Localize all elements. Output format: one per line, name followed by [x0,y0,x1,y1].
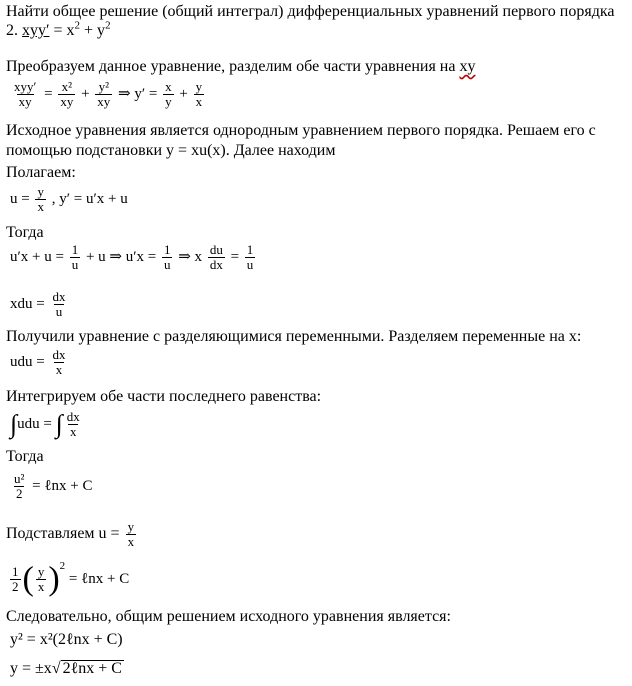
task-eq-lhs: xyy′ [22,22,50,39]
eq1-equals: = [44,85,53,102]
eq7-rhs: = ℓnx + C [68,570,130,587]
eq2-frac-3: $\frac{du}{dx}$ [209,242,223,272]
eq3-frac: $\frac{dx}{u}$ [52,289,66,319]
integral-sign-1: ∫ [10,409,18,439]
eq5-frac: $\frac{dx}{x}$ [66,409,80,439]
eq2-frac-1: $\frac{1}{u}$ [71,242,79,272]
transform-text [6,58,475,76]
integrate-text [6,388,321,406]
eq2-frac-4: $\frac{1}{u}$ [246,242,254,272]
eq7-frac-1: $\frac{1}{2}$ [12,564,19,594]
eq1-implies: ⇒ y′ = [118,85,158,102]
togda-text-2: Тогда [6,448,44,465]
problem-title-text: Найти общее решение (общий интеграл) дифференциальных уравнений первого порядка [6,3,615,20]
equation-9 [10,660,124,677]
eq6-frac: $\frac{\text{u²}}{2}$ [14,471,25,501]
equation-5 [10,410,84,439]
polagaem-text: Полагаем: [6,164,76,181]
eq9-radicand: 2ℓnx + C [62,660,122,677]
eq1-frac-2: $\frac{\text{x²}}{xy}$ [60,79,74,109]
problem-title [6,3,614,21]
task-exp-2: 2 [105,19,111,32]
homogeneous-sentence-1: Исходное уравнения является однородным уравнением первого порядка. Решаем его с [6,122,596,139]
eq-u-lhs: u = [10,190,30,207]
eq7-exp: 2 [59,559,66,572]
conclusion-text [6,608,451,626]
task-number: 2. [6,22,18,39]
eq2-part-c: ⇒ x [178,248,203,265]
separated-text [6,328,581,346]
integrate-sentence: Интегрируем обе части последнего равенства: [6,388,322,405]
eq2-part-b: + u ⇒ u′x = [85,248,157,265]
transform-sentence: Преобразуем данное уравнение, разделим обе части уравнения на [6,58,456,75]
homogeneous-sentence-2: помощью подстановки y = xu(x). Далее находим [6,142,336,159]
sqrt-sign: √ [51,660,61,677]
eq1-frac-4: $\frac{x}{y}$ [165,79,172,109]
equation-2 [10,243,257,272]
homogeneous-text-2 [6,142,335,160]
substitute-frac: $\frac{y}{x}$ [127,519,135,549]
eq6-rhs: = ℓnx + C [32,477,93,494]
eq1-frac-3: $\frac{\text{y²}}{xy}$ [97,79,111,109]
equation-8 [10,632,123,648]
eq1-frac-1: $\frac{\text{xyy′}}{xy}$ [14,79,37,109]
togda-label-1 [6,224,44,242]
conclusion-sentence: Следовательно, общим решением исходного уравнения является: [6,608,451,625]
equation-7 [8,559,130,598]
task-exp: 2 [74,19,81,32]
separated-sentence: Получили уравнение с разделяющимися переменными. Разделяем переменные на x: [6,328,582,345]
eq2-part-a: u′x + u = [10,248,64,265]
eq5-mid: udu = [17,415,52,432]
eq7-lparen: ( [22,560,34,598]
task-statement [6,19,111,40]
substitute-sentence: Подставляем u = [6,525,120,543]
eq7-frac-2: $\frac{y}{x}$ [37,564,45,594]
eq4-lhs: udu = [10,353,45,370]
equation-3 [10,290,69,319]
eq2-part-d: = [230,248,240,265]
polagaem-label [6,164,76,182]
eq8-text: y² = x²(2ℓnx + C) [10,631,123,648]
transform-xy: xy [459,58,476,75]
eq-u-rest: , y′ = u′x + u [51,190,128,207]
substitute-text [6,520,138,549]
equation-u [10,185,128,214]
eq2-frac-2: $\frac{1}{u}$ [163,242,171,272]
equation-1 [10,80,206,109]
task-eq-rhs: = x [53,22,75,39]
eq-u-frac: $\frac{y}{x}$ [37,184,44,214]
eq4-frac: $\frac{dx}{x}$ [52,347,66,377]
equation-6 [10,472,93,501]
homogeneous-text-1 [6,122,596,140]
togda-text-1: Тогда [6,224,44,241]
eq3-lhs: xdu = [10,295,45,312]
integral-sign-2: ∫ [55,409,63,439]
eq7-rparen: ) [48,560,60,598]
task-plus: + y [80,22,106,39]
eq9-lhs: y = ±x [10,660,52,677]
eq1-plus-2: + [179,85,188,102]
togda-label-2 [6,448,44,466]
equation-4 [10,348,69,377]
eq1-plus: + [81,85,90,102]
eq1-frac-5: $\frac{y}{x}$ [195,79,203,109]
